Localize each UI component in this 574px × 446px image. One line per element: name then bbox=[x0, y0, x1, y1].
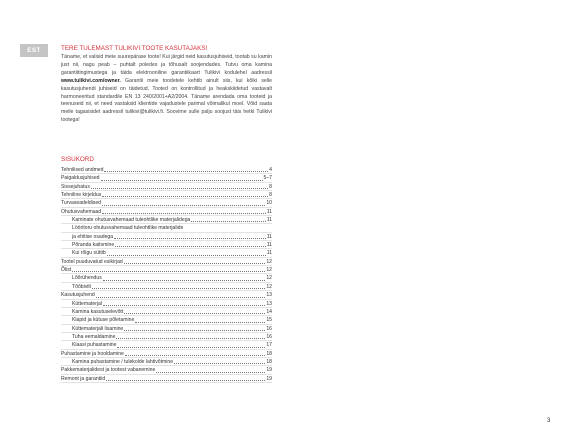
toc-entry-page: 12 bbox=[266, 267, 272, 274]
toc-leader-dots bbox=[135, 322, 265, 323]
toc-entry-page: 18 bbox=[266, 358, 272, 365]
toc-entry[interactable] bbox=[61, 283, 272, 291]
toc-entry-label: Tõõbivilt bbox=[72, 283, 91, 290]
toc-entry-label: Klapid ja kütuse põletamine bbox=[72, 317, 135, 324]
toc-entry-label: Klaasi puhastamine bbox=[72, 342, 117, 349]
welcome-title: TERE TULEMAST TULIKIVI TOOTE KASUTAJAKS! bbox=[61, 45, 208, 52]
language-tab: EST bbox=[20, 44, 48, 57]
toc-entry-label: Ohutusvahemaad bbox=[61, 208, 102, 215]
toc-leader-dots bbox=[106, 380, 265, 381]
toc-entry[interactable] bbox=[61, 350, 272, 358]
toc-leader-dots bbox=[174, 363, 265, 364]
toc-entry[interactable] bbox=[61, 358, 272, 366]
toc-leader-dots bbox=[125, 355, 265, 356]
welcome-section bbox=[61, 44, 272, 125]
toc-leader-dots bbox=[104, 171, 268, 172]
toc-entry[interactable] bbox=[61, 166, 272, 174]
toc-entry[interactable] bbox=[61, 341, 272, 349]
toc-entry[interactable] bbox=[61, 258, 272, 266]
toc-leader-dots bbox=[92, 288, 265, 289]
toc-entry[interactable] bbox=[61, 249, 272, 257]
toc-entry-page: 10 bbox=[266, 200, 272, 207]
toc-entry-page: 13 bbox=[266, 300, 272, 307]
toc-entry[interactable] bbox=[61, 216, 272, 224]
toc-entry-label: ja ehitise osadega bbox=[72, 233, 114, 240]
toc-entry[interactable] bbox=[61, 300, 272, 308]
toc-entry-label: Küttematerjali lisamine bbox=[72, 325, 124, 332]
toc-entry-page: 19 bbox=[266, 367, 272, 374]
toc-entry-page: 14 bbox=[266, 308, 272, 315]
toc-entry-label: Tehnilised andmed bbox=[61, 167, 104, 173]
toc-leader-dots bbox=[114, 238, 266, 239]
toc-title: SISUKORD bbox=[61, 156, 94, 163]
toc-entry-page: 11 bbox=[266, 250, 272, 257]
toc-entry-label: Tuha eemaldamine bbox=[72, 333, 116, 340]
toc-entry-label: Sissejuhatus bbox=[61, 183, 90, 190]
welcome-text bbox=[61, 54, 272, 125]
toc-entry[interactable] bbox=[61, 241, 272, 249]
toc-leader-dots bbox=[102, 205, 265, 206]
toc-leader-dots bbox=[102, 196, 268, 197]
welcome-paragraph-2: Garantii meie toodetele kehtib ainult siis, kui kõiki selle kasutusjuhendi juhiseid on täidetud. Tooted on kontrollitud ja heakskiidetud vastavalt harmoneeritud standardile EN 13 240/2001+A2/2004. Täname arendada oma tooteid ja teenuseid nii, et need vastaksid klientide vajadustele parimal võimalikul moel. Võid saata meile tagasisidet aadressil tulikivi@tulikivi.fi. Soovime sulle palju soojust täis hetki Tulikivi tootega! bbox=[61, 77, 272, 124]
toc-row-divider bbox=[61, 382, 272, 383]
toc-entry-label: Kui rõigu süttib bbox=[72, 250, 106, 257]
toc-entry-page: 12 bbox=[266, 275, 272, 282]
toc-entry-page: 11 bbox=[266, 242, 272, 249]
toc-leader-dots bbox=[116, 338, 265, 339]
toc-entry[interactable] bbox=[61, 191, 272, 199]
toc-entry-label: Õlist bbox=[61, 267, 72, 274]
page-number: 3 bbox=[547, 418, 551, 424]
toc-entry-label: Lööritoru ohutusvahemaad tuleohtlike materjalide bbox=[72, 225, 184, 232]
toc-entry-page: 12 bbox=[266, 283, 272, 290]
toc-entry-page: 8 bbox=[269, 183, 272, 190]
toc-entry-page: 5–7 bbox=[263, 175, 272, 182]
toc-entry[interactable] bbox=[61, 366, 272, 374]
toc-leader-dots bbox=[91, 188, 268, 189]
toc-entry[interactable] bbox=[61, 224, 272, 232]
toc-entry-label: Remont ja garantiid bbox=[61, 375, 106, 382]
toc-entry-page: 11 bbox=[266, 208, 272, 215]
toc-leader-dots bbox=[117, 347, 265, 348]
toc-leader-dots bbox=[107, 255, 266, 256]
toc-entry[interactable] bbox=[61, 375, 272, 383]
toc-entry-label: Turvaseadeldised bbox=[61, 200, 102, 207]
toc-leader-dots bbox=[72, 271, 265, 272]
toc-entry-page: 11 bbox=[266, 233, 272, 240]
toc-entry-page: 16 bbox=[266, 325, 272, 332]
toc-entry-page: 17 bbox=[266, 342, 272, 349]
toc-entry[interactable] bbox=[61, 266, 272, 274]
toc-leader-dots bbox=[124, 263, 266, 264]
toc-entry-label: Paigaldusjuhised bbox=[61, 175, 100, 182]
toc-leader-dots bbox=[96, 297, 266, 298]
toc-entry-label: Lõõrühendus bbox=[72, 275, 102, 282]
toc-entry[interactable] bbox=[61, 174, 272, 182]
toc-entry[interactable] bbox=[61, 333, 272, 341]
toc-leader-dots bbox=[124, 313, 265, 314]
toc-entry-page: 18 bbox=[266, 350, 272, 357]
toc-leader-dots bbox=[103, 280, 266, 281]
toc-entry-label: Puhastamine ja hooldamine bbox=[61, 350, 124, 357]
toc-entry-page: 8 bbox=[269, 192, 272, 199]
toc-entry[interactable] bbox=[61, 183, 272, 191]
toc-entry-label: Kasutusjuhend bbox=[61, 292, 95, 299]
toc-entry[interactable] bbox=[61, 291, 272, 299]
toc-entry-page: 4 bbox=[269, 167, 272, 173]
toc-leader-dots bbox=[156, 372, 265, 373]
toc-entry-page: 16 bbox=[266, 333, 272, 340]
toc-leader-dots bbox=[115, 246, 266, 247]
toc-leader-dots bbox=[102, 213, 265, 214]
toc-entry-label: Pakkematerjalidest ja tootest vabanemine bbox=[61, 367, 156, 374]
toc-entry-label: Põranda kaitsmine bbox=[72, 242, 115, 249]
toc-entry-page: 15 bbox=[266, 317, 272, 324]
toc-leader-dots bbox=[103, 305, 265, 306]
toc-entry-page: 13 bbox=[266, 292, 272, 299]
welcome-paragraph-1: Täname, et valisid meie suurepärase toote! Kui järgid neid kasutusjuhiseid, tootab su kamin just nii, nagu peab – puhtalt poledes ja tõhusalt soojendades. Tutvu oma kamina garantiitingimustega ja täida elektrooniline garantiikaart Tulikivi kodulehel aadressil bbox=[61, 54, 272, 76]
toc-entry[interactable] bbox=[61, 325, 272, 333]
toc-leader-dots bbox=[101, 180, 263, 181]
toc-entry-label: Kamina puhastamine / tulekolde lahtivõtmine bbox=[72, 358, 174, 365]
toc-entry[interactable] bbox=[61, 233, 272, 241]
toc-entry-page: 11 bbox=[266, 217, 272, 224]
toc-entry[interactable] bbox=[61, 316, 272, 324]
toc-entry-page: 12 bbox=[266, 258, 272, 265]
toc-entry[interactable] bbox=[61, 199, 272, 207]
owner-link[interactable]: www.tulikivi.com/owner. bbox=[61, 77, 121, 84]
toc-entry-label: Tootel puuduvatud esikirjad bbox=[61, 258, 123, 265]
toc-entry-label: Küttematerjal bbox=[72, 300, 103, 307]
toc-entry-page: 19 bbox=[266, 375, 272, 382]
table-of-contents bbox=[61, 166, 272, 383]
toc-entry[interactable] bbox=[61, 274, 272, 282]
toc-entry[interactable] bbox=[61, 208, 272, 216]
toc-entry-label: Kamina kasutuselevõtt bbox=[72, 308, 124, 315]
toc-entry-label: Kaminate ohutusvahemaad tuleohtlike materjalidega bbox=[72, 217, 191, 224]
toc-entry-label: Tehniline kirjeldus bbox=[61, 192, 102, 199]
toc-leader-dots bbox=[191, 221, 265, 222]
toc-entry[interactable] bbox=[61, 308, 272, 316]
toc-leader-dots bbox=[124, 330, 265, 331]
